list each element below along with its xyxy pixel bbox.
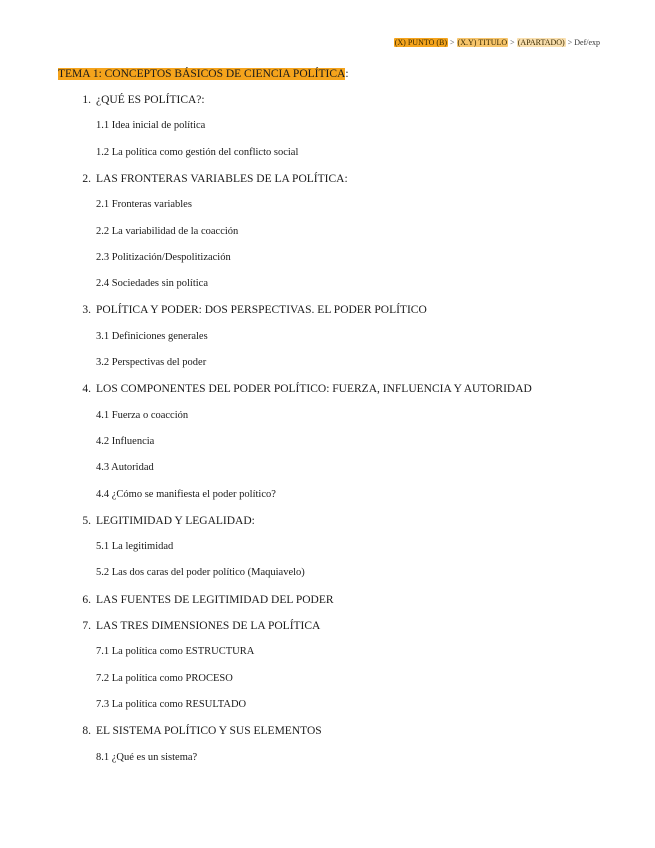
subsection-item: 8.1 ¿Qué es un sistema? — [96, 751, 198, 763]
subsection-item: 7.2 La política como PROCESO — [96, 672, 233, 684]
subsection-item: 3.1 Definiciones generales — [96, 330, 208, 342]
subsection-item: 5.2 Las dos caras del poder político (Maquiavelo) — [96, 567, 305, 579]
legend-item-def-exp: Def/exp — [574, 38, 600, 47]
subsection-item: 2.1 Fronteras variables — [96, 199, 192, 211]
subsection-item: 3.2 Perspectivas del poder — [96, 357, 207, 368]
subsection-item: 4.2 Influencia — [96, 435, 155, 447]
subsection-item: 1.1 Idea inicial de política — [96, 120, 206, 132]
subsection-item: 4.4 ¿Cómo se manifiesta el poder político? — [96, 488, 276, 500]
legend-item-apartado: (APARTADO) — [517, 38, 565, 47]
section-title: ¿QUÉ ES POLÍTICA?: — [96, 94, 205, 106]
page-title — [58, 66, 349, 82]
subsection-item: 4.1 Fuerza o coacción — [96, 409, 189, 421]
section-number: 8. — [82, 725, 91, 738]
subsection-item: 2.2 La variabilidad de la coacción — [96, 225, 239, 237]
subsection-item: 2.3 Politización/Despolitización — [96, 251, 231, 263]
subsection-item: 5.1 La legitimidad — [96, 541, 174, 553]
section-number: 6. — [82, 593, 91, 606]
legend-separator: > — [450, 38, 455, 47]
section-number: 4. — [82, 383, 91, 396]
subsection-item: 1.2 La política como gestión del conflicto social — [96, 146, 299, 158]
section-title: LAS TRES DIMENSIONES DE LA POLÍTICA — [96, 620, 321, 632]
legend-item-punto: (X) PUNTO (B) — [394, 38, 448, 47]
section-title: POLÍTICA Y PODER: DOS PERSPECTIVAS. EL PODER POLÍTICO — [96, 304, 427, 317]
section-number: 7. — [82, 620, 91, 632]
section-number: 5. — [82, 514, 91, 527]
section-number: 2. — [82, 172, 91, 185]
subsection-item: 7.3 La política como RESULTADO — [96, 698, 247, 710]
section-title: LAS FRONTERAS VARIABLES DE LA POLÍTICA: — [96, 172, 348, 185]
subsection-item: 7.1 La política como ESTRUCTURA — [96, 646, 255, 658]
section-title: LOS COMPONENTES DEL PODER POLÍTICO: FUERZA, INFLUENCIA Y AUTORIDAD — [96, 383, 532, 396]
section-title: EL SISTEMA POLÍTICO Y SUS ELEMENTOS — [96, 725, 322, 738]
section-title: LEGITIMIDAD Y LEGALIDAD: — [96, 514, 255, 527]
subsection-item: 4.3 Autoridad — [96, 462, 154, 474]
legend-item-titulo: (X.Y) TITULO — [457, 38, 508, 47]
page-title-suffix: : — [345, 68, 349, 80]
legend-separator: > — [510, 38, 515, 47]
subsection-item: 2.4 Sociedades sin política — [96, 278, 208, 290]
section-number: 3. — [82, 304, 91, 317]
section-number: 1. — [82, 94, 91, 106]
legend-separator: > — [567, 38, 573, 47]
page-title-text: TEMA 1: CONCEPTOS BÁSICOS DE CIENCIA POLÍTICA — [58, 68, 346, 80]
section-title: LAS FUENTES DE LEGITIMIDAD DEL PODER — [96, 593, 334, 606]
legend-breadcrumb — [394, 38, 600, 47]
